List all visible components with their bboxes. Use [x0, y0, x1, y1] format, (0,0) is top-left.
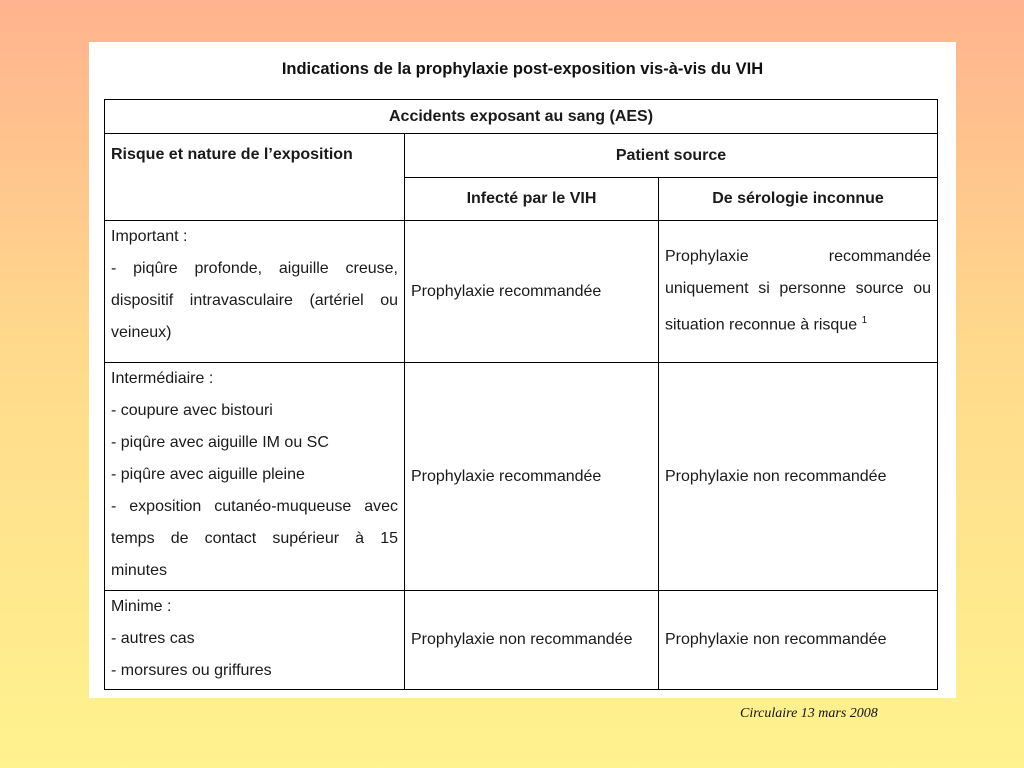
risk-cell [105, 591, 405, 690]
risk-item: - piqûre profonde, aiguille creuse, dispositif intravasculaire (artériel ou veineux) [111, 260, 398, 341]
risk-title: Intermédiaire : [111, 370, 214, 387]
risk-cell [105, 221, 405, 363]
table-header-row [105, 134, 938, 178]
unknown-cell: Prophylaxie non recommandée [659, 363, 938, 591]
unknown-cell [659, 221, 938, 363]
unknown-text: Prophylaxie recommandée uniquement si personne source ou situation reconnue à risque [665, 248, 932, 334]
risk-item: - autres cas [111, 630, 195, 647]
unknown-cell: Prophylaxie non recommandée [659, 591, 938, 690]
risk-header: Risque et nature de l’exposition [105, 134, 405, 221]
page-title: Indications de la prophylaxie post-exposition vis-à-vis du VIH [281, 60, 764, 78]
patient-source-header: Patient source [405, 134, 938, 178]
risk-item: - coupure avec bistouri [111, 402, 273, 419]
infected-cell: Prophylaxie non recommandée [405, 591, 659, 690]
source-citation: Circulaire 13 mars 2008 [740, 706, 878, 721]
table-section-row [105, 100, 938, 134]
table-row [105, 591, 938, 690]
infected-cell: Prophylaxie recommandée [405, 363, 659, 591]
indications-table [104, 99, 938, 690]
risk-title: Important : [111, 228, 188, 245]
document-page [89, 42, 956, 698]
risk-title: Minime : [111, 598, 172, 615]
risk-cell [105, 363, 405, 591]
footnote-marker: 1 [861, 315, 868, 327]
risk-item: - piqûre avec aiguille IM ou SC [111, 434, 329, 451]
table-row [105, 363, 938, 591]
risk-item: - exposition cutanéo-muqueuse avec temps de contact supérieur à 15 minutes [111, 498, 398, 579]
risk-item: - morsures ou griffures [111, 662, 272, 679]
table-row [105, 221, 938, 363]
infected-cell: Prophylaxie recommandée [405, 221, 659, 363]
section-header: Accidents exposant au sang (AES) [105, 100, 938, 134]
col-unknown-header: De sérologie inconnue [659, 178, 938, 221]
risk-item: - piqûre avec aiguille pleine [111, 466, 305, 483]
col-infected-header: Infecté par le VIH [405, 178, 659, 221]
